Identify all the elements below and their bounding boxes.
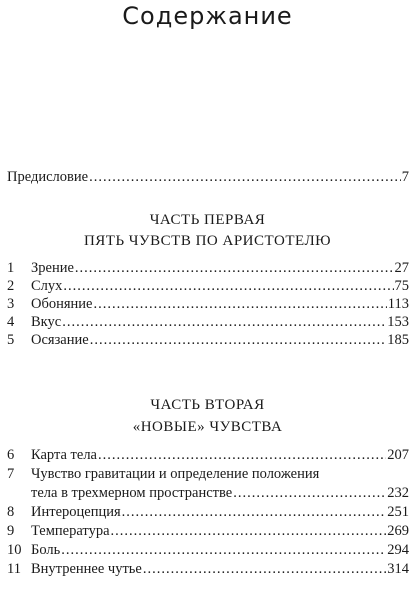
toc-entry-number: 3 [7,296,15,312]
toc-leader-dots [61,541,386,559]
toc-entry-page: 294 [387,542,409,558]
toc-entry[interactable] [7,446,409,464]
toc-leader-dots [233,484,386,502]
toc-entry-number: 7 [7,466,15,482]
toc-entry-label: Вкус [31,314,62,330]
toc-entry-number: 10 [7,542,22,558]
toc-entry[interactable] [7,560,409,578]
toc-leader-dots [98,446,386,464]
toc-leader-dots [122,503,387,521]
toc-entry-number: 11 [7,561,21,577]
toc-entry-label: Боль [31,542,61,558]
toc-entry-label: Внутреннее чутье [31,561,142,577]
toc-entry-number: 1 [7,260,15,276]
toc-entry[interactable] [7,522,409,540]
toc-entry-page: 207 [387,447,409,463]
toc-entry-page: 27 [394,260,409,276]
toc-entry-number: 9 [7,523,15,539]
toc-entry-label: Чувство гравитации и определение положения [31,466,320,482]
part-heading: ЧАСТЬ ПЕРВАЯ [149,212,266,228]
toc-entry-page: 232 [387,485,409,501]
toc-leader-dots [75,259,394,277]
toc-entry-page: 153 [387,314,409,330]
toc-leader-dots [93,295,386,313]
toc-entry[interactable] [7,259,409,277]
toc-leader-dots [143,560,386,578]
toc-leader-dots [90,331,387,349]
toc-entry[interactable] [7,313,409,331]
toc-entry-label: Обоняние [31,296,93,312]
toc-entry-preface[interactable] [7,168,409,186]
page-title: Содержание [122,2,293,30]
toc-entry-number: 2 [7,278,15,294]
toc-entry-label: Карта тела [31,447,97,463]
part-subheading: «НОВЫЕ» ЧУВСТВА [132,419,283,435]
toc-entry-number: 5 [7,332,15,348]
toc-entry-page: 75 [394,278,409,294]
toc-entry-number: 4 [7,314,15,330]
toc-entry-label: Слух [31,278,63,294]
toc-entry-page: 113 [387,296,409,312]
toc-entry-page: 251 [387,504,409,520]
toc-entry[interactable] [7,277,409,295]
toc-entry-label: Температура [31,523,110,539]
toc-entry-page: 7 [401,169,409,185]
toc-entry-continuation[interactable] [7,484,409,502]
toc-entry[interactable] [7,503,409,521]
toc-entry-page: 269 [387,523,409,539]
part-heading: ЧАСТЬ ВТОРАЯ [150,397,265,413]
toc-entry[interactable] [7,331,409,349]
toc-leader-dots [89,168,401,186]
toc-entry[interactable] [7,295,409,313]
toc-entry-label: Интероцепция [31,504,121,520]
toc-entry-label: Предисловие [7,169,89,185]
toc-entry-label: тела в трехмерном пространстве [31,485,233,501]
toc-entry[interactable] [7,541,409,559]
toc-entry-number: 8 [7,504,15,520]
toc-entry-number: 6 [7,447,15,463]
toc-leader-dots [63,277,393,295]
toc-entry-label: Осязание [31,332,89,348]
toc-entry-page: 185 [387,332,409,348]
toc-entry-label: Зрение [31,260,74,276]
toc-leader-dots [111,522,387,540]
part-subheading: ПЯТЬ ЧУВСТВ ПО АРИСТОТЕЛЮ [83,233,332,249]
toc-entry[interactable] [7,465,409,483]
toc-entry-page: 314 [387,561,409,577]
toc-leader-dots [62,313,386,331]
